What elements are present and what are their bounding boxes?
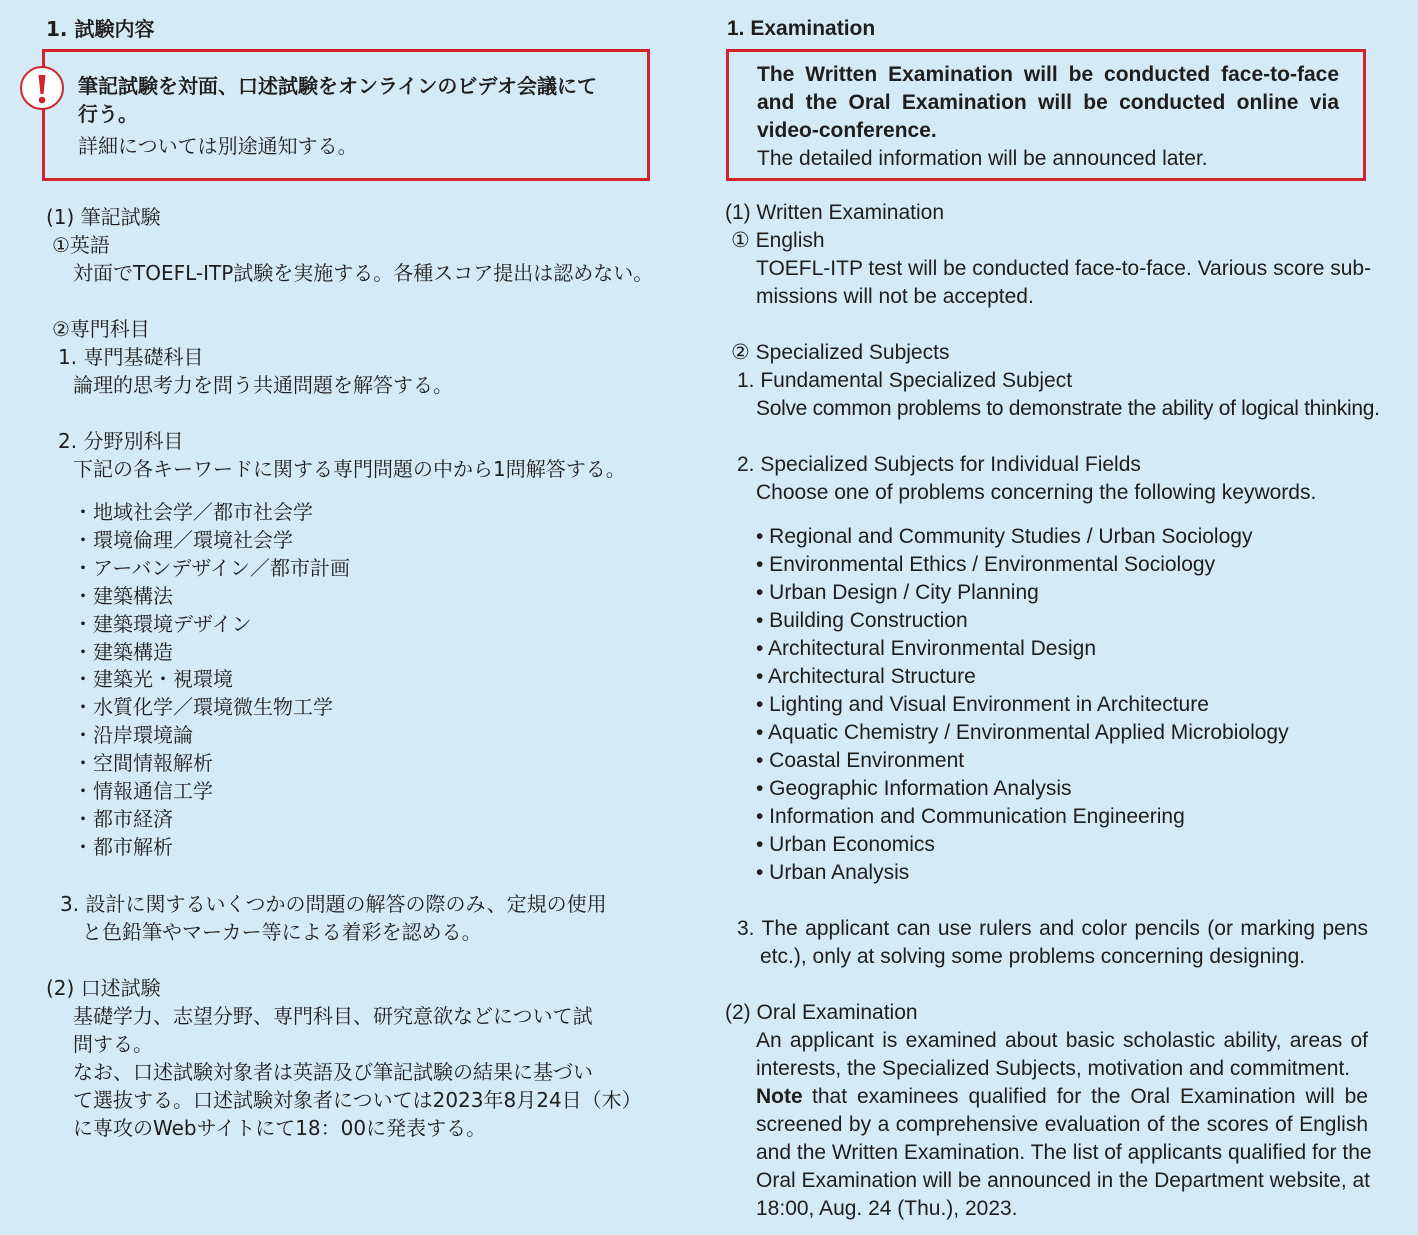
list-item: ・沿岸環境論 bbox=[73, 723, 193, 748]
jp-english-text: 対面でTOEFL-ITP試験を実施する。各種スコア提出は認めない。 bbox=[73, 261, 654, 285]
list-item: • Aquatic Chemistry / Environmental Applied Microbiology bbox=[756, 721, 1289, 744]
en-oral-line: An applicant is examined about basic scholastic ability, areas of bbox=[756, 1029, 1368, 1052]
list-item: • Geographic Information Analysis bbox=[756, 777, 1072, 800]
jp-notice-line: 詳細については別途通知する。 bbox=[78, 134, 358, 158]
jp-item3-line2: と色鉛筆やマーカー等による着彩を認める。 bbox=[82, 920, 482, 944]
en-english-text: missions will not be accepted. bbox=[756, 285, 1034, 308]
list-item: • Urban Analysis bbox=[756, 861, 910, 884]
jp-specialized-title: ②専門科目 bbox=[52, 317, 150, 341]
list-item: • Environmental Ethics / Environmental Sociology bbox=[756, 553, 1216, 576]
en-keyword-list bbox=[756, 523, 1289, 887]
jp-fields-text: 下記の各キーワードに関する専門問題の中から1問解答する。 bbox=[73, 457, 626, 481]
jp-oral-title: (2) 口述試験 bbox=[46, 976, 161, 1000]
list-item: • Lighting and Visual Environment in Architecture bbox=[756, 693, 1209, 716]
en-written-title: (1) Written Examination bbox=[725, 201, 945, 224]
list-item: ・水質化学／環境微生物工学 bbox=[73, 695, 333, 720]
en-notice-line: The Written Examination will be conducted face-to-face bbox=[757, 63, 1339, 86]
list-item: • Building Construction bbox=[756, 609, 968, 632]
jp-written-title: (1) 筆記試験 bbox=[46, 205, 161, 229]
list-item: ・地域社会学／都市社会学 bbox=[73, 500, 313, 524]
list-item: • Regional and Community Studies / Urban Sociology bbox=[756, 525, 1253, 548]
jp-oral-line: 基礎学力、志望分野、専門科目、研究意欲などについて試 bbox=[73, 1004, 593, 1028]
en-english-title: ① English bbox=[731, 229, 825, 252]
list-item: • Architectural Environmental Design bbox=[756, 637, 1097, 660]
jp-notice-line: 筆記試験を対面、口述試験をオンラインのビデオ会議にて bbox=[78, 74, 597, 98]
jp-fields-title: 2. 分野別科目 bbox=[58, 429, 184, 453]
jp-fundamental-text: 論理的思考力を問う共通問題を解答する。 bbox=[73, 373, 453, 397]
jp-oral-line: に専攻のWebサイトにて18：00に発表する。 bbox=[73, 1116, 487, 1140]
list-item: • Urban Design / City Planning bbox=[756, 581, 1039, 604]
en-fundamental-title: 1. Fundamental Specialized Subject bbox=[737, 369, 1073, 392]
en-oral-line: interests, the Specialized Subjects, motivation and commitment. bbox=[756, 1057, 1351, 1080]
en-section-heading: 1. Examination bbox=[727, 17, 876, 40]
en-notice-line: and the Oral Examination will be conducted online via bbox=[757, 91, 1339, 114]
list-item: • Urban Economics bbox=[756, 833, 935, 856]
en-fundamental-text: Solve common problems to demonstrate the ability of logical thinking. bbox=[756, 397, 1380, 420]
list-item: ・情報通信工学 bbox=[73, 779, 213, 804]
list-item: • Information and Communication Engineering bbox=[756, 805, 1185, 828]
en-oral-line: 18:00, Aug. 24 (Thu.), 2023. bbox=[756, 1197, 1018, 1220]
jp-oral-line: 問する。 bbox=[73, 1032, 153, 1056]
list-item: ・アーバンデザイン／都市計画 bbox=[73, 555, 350, 580]
jp-item3-line1: 3. 設計に関するいくつかの問題の解答の際のみ、定規の使用 bbox=[60, 892, 607, 916]
jp-english-title: ①英語 bbox=[52, 233, 110, 257]
en-note-word: Note bbox=[756, 1085, 803, 1108]
list-item: ・都市解析 bbox=[73, 834, 173, 859]
jp-notice-box bbox=[42, 49, 650, 181]
en-notice-box bbox=[726, 49, 1366, 181]
en-item3-line1: 3. The applicant can use rulers and color pencils (or marking pens bbox=[737, 917, 1368, 940]
list-item: ・建築構造 bbox=[73, 639, 173, 664]
list-item: ・環境倫理／環境社会学 bbox=[73, 527, 293, 552]
en-notice-line: video-conference. bbox=[757, 119, 937, 142]
en-fields-title: 2. Specialized Subjects for Individual Fields bbox=[737, 453, 1141, 476]
jp-fundamental-title: 1. 専門基礎科目 bbox=[58, 345, 204, 369]
en-oral-line: that examinees qualified for the Oral Examination will be bbox=[812, 1085, 1368, 1108]
en-oral-line: screened by a comprehensive evaluation of the scores of English bbox=[756, 1113, 1368, 1136]
en-oral-line: Oral Examination will be announced in the Department website, at bbox=[756, 1169, 1371, 1192]
list-item: ・空間情報解析 bbox=[73, 751, 213, 776]
en-oral-title: (2) Oral Examination bbox=[725, 1001, 918, 1024]
en-oral-line: and the Written Examination. The list of applicants qualified for the bbox=[756, 1141, 1372, 1164]
en-item3-line2: etc.), only at solving some problems concerning designing. bbox=[760, 945, 1306, 968]
en-notice-line: The detailed information will be announced later. bbox=[757, 147, 1208, 170]
en-specialized-title: ② Specialized Subjects bbox=[731, 341, 950, 364]
jp-oral-line: て選抜する。口述試験対象者については2023年8月24日（木） bbox=[73, 1088, 642, 1112]
exclamation-icon bbox=[20, 66, 64, 110]
list-item: • Architectural Structure bbox=[756, 665, 976, 688]
jp-section-heading: 1. 試験内容 bbox=[46, 17, 155, 41]
list-item: ・都市経済 bbox=[73, 806, 173, 831]
list-item: ・建築構法 bbox=[73, 583, 173, 608]
en-english-text: TOEFL-ITP test will be conducted face-to-face. Various score sub- bbox=[756, 257, 1372, 280]
list-item: ・建築環境デザイン bbox=[73, 611, 252, 636]
jp-notice-line: 行う。 bbox=[78, 102, 138, 126]
list-item: ・建築光・視環境 bbox=[73, 667, 233, 692]
jp-oral-line: なお、口述試験対象者は英語及び筆記試験の結果に基づい bbox=[73, 1060, 593, 1084]
list-item: • Coastal Environment bbox=[756, 749, 965, 772]
en-fields-text: Choose one of problems concerning the following keywords. bbox=[756, 481, 1317, 504]
jp-keyword-list bbox=[73, 499, 350, 862]
